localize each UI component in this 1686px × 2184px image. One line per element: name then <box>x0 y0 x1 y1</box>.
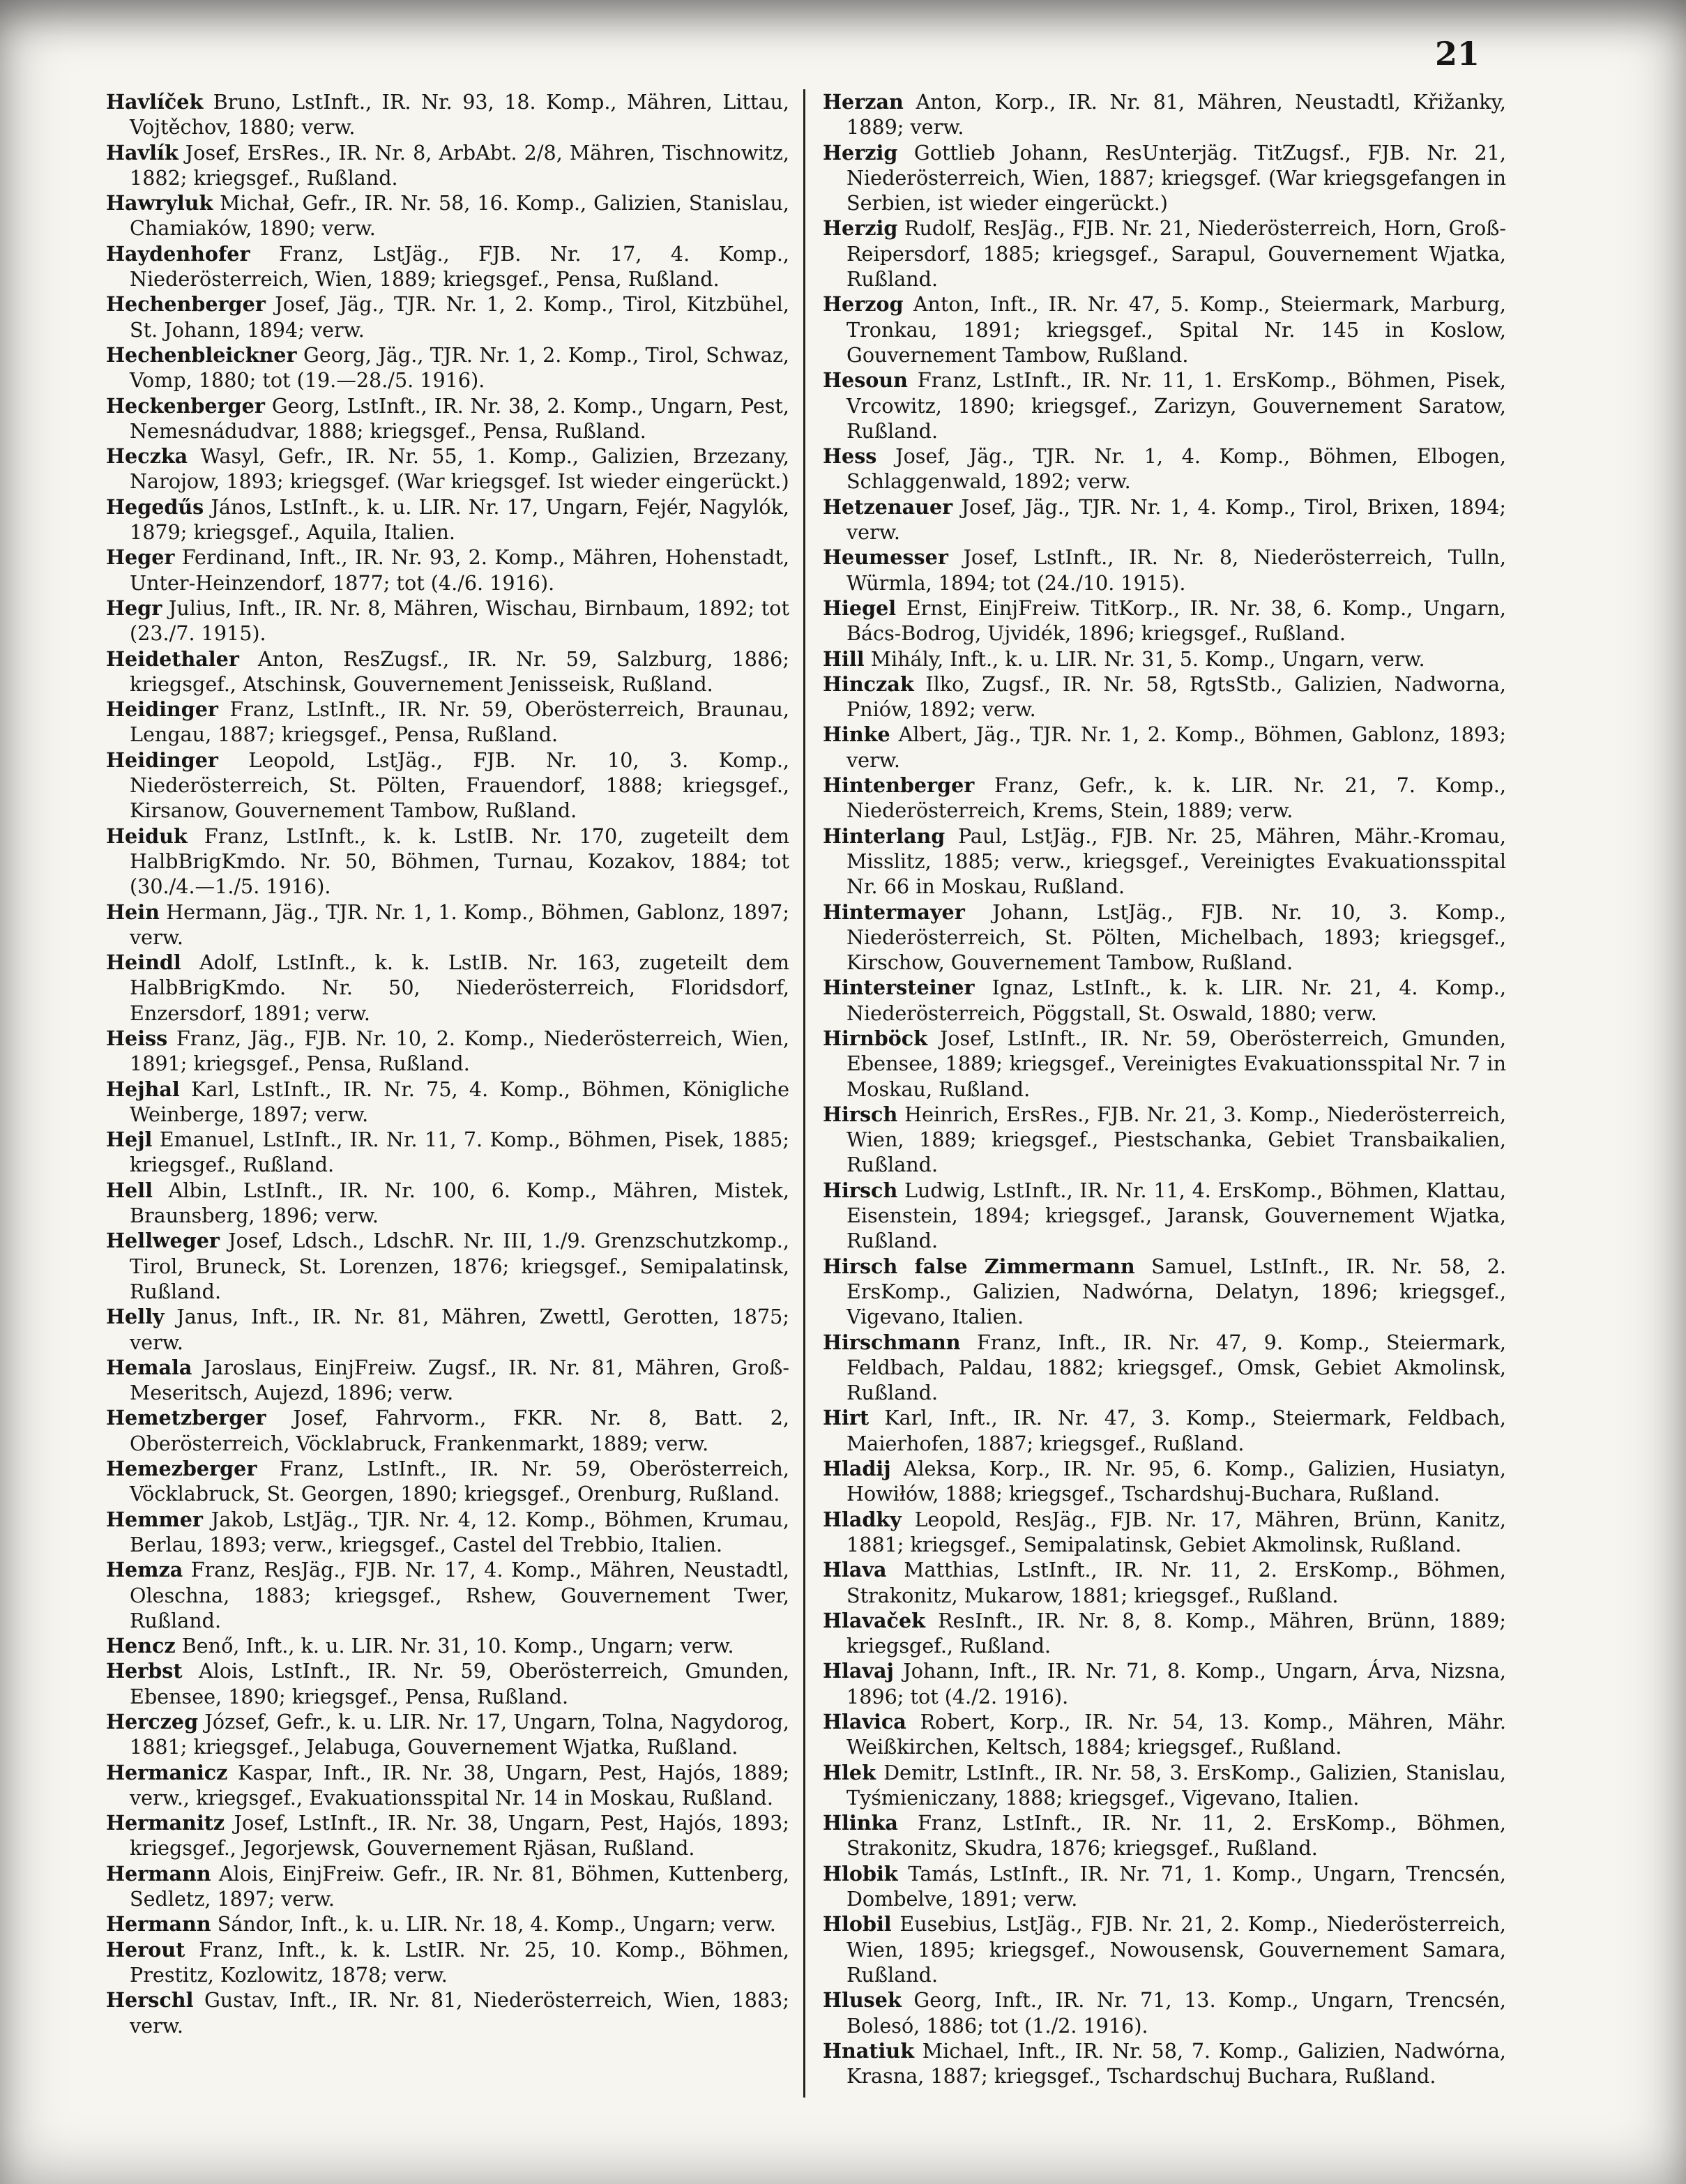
entry-details: Wasyl, Gefr., IR. Nr. 55, 1. Komp., Galizien, Brzezany, Narojow, 1893; kriegsgef. (War kriegsgef. Ist wieder eingerückt.) <box>130 444 789 494</box>
entry-details: Franz, LstInft., IR. Nr. 59, Oberösterreich, Vöcklabruck, St. Georgen, 1890; kriegsgef., Orenburg, Rußland. <box>130 1457 789 1506</box>
register-entry <box>106 190 789 241</box>
entry-surname: Hemala <box>106 1355 192 1379</box>
register-entry <box>106 1911 789 1936</box>
entry-surname: Heidinger <box>106 697 218 722</box>
entry-surname: Hladij <box>823 1457 891 1481</box>
register-entry <box>823 1254 1506 1330</box>
entry-surname: Hellweger <box>106 1229 220 1253</box>
register-entry <box>823 1987 1506 2038</box>
register-entry <box>823 443 1506 494</box>
register-entry <box>823 140 1506 216</box>
register-entry <box>823 1810 1506 1861</box>
register-entry <box>106 1658 789 1709</box>
register-entry <box>823 1507 1506 1558</box>
entry-surname: Hirsch <box>823 1178 898 1202</box>
register-entry <box>823 1026 1506 1102</box>
entry-details: Josef, LstInft., IR. Nr. 38, Ungarn, Pest, Hajós, 1893; kriegsgef., Jegorjewsk, Gouvernement Rjäsan, Rußland. <box>130 1811 789 1860</box>
register-entry <box>823 1456 1506 1507</box>
entry-details: Michał, Gefr., IR. Nr. 58, 16. Komp., Galizien, Stanislau, Chamiaków, 1890; verw. <box>130 191 789 241</box>
register-entry <box>106 393 789 444</box>
entry-details: Josef, Jäg., TJR. Nr. 1, 4. Komp., Tirol, Brixen, 1894; verw. <box>846 494 1506 545</box>
entry-surname: Hnatiuk <box>823 2038 915 2063</box>
entry-details: Georg, LstInft., IR. Nr. 38, 2. Komp., Ungarn, Pest, Nemesnádudvar, 1888; kriegsgef., Pensa, Rußland. <box>130 393 789 443</box>
entry-surname: Heiss <box>106 1026 168 1050</box>
entry-details: Jakob, LstJäg., TJR. Nr. 4, 12. Komp., Böhmen, Krumau, Berlau, 1893; verw., kriegsgef., Castel del Trebbio, Italien. <box>130 1507 789 1556</box>
entry-details: Franz, LstJäg., FJB. Nr. 17, 4. Komp., Niederösterreich, Wien, 1889; kriegsgef., Pensa, Rußland. <box>130 241 789 291</box>
entry-surname: Hess <box>823 444 877 469</box>
entry-details: Josef, LstInft., IR. Nr. 8, Niederösterreich, Tulln, Würmla, 1894; tot (24./10. 1915). <box>846 545 1506 595</box>
entry-details: Johann, LstJäg., FJB. Nr. 10, 3. Komp., Niederösterreich, St. Pölten, Michelbach, 1893; kriegsgef., Kirschow, Gouvernement Tambow, Rußland. <box>846 900 1506 975</box>
entry-surname: Heiduk <box>106 824 188 848</box>
entry-details: Alois, EinjFreiw. Gefr., IR. Nr. 81, Böhmen, Kuttenberg, Sedletz, 1897; verw. <box>130 1861 789 1911</box>
register-entry <box>106 494 789 545</box>
entry-surname: Heidinger <box>106 748 218 772</box>
entry-surname: Hiegel <box>823 596 897 620</box>
entry-details: Leopold, LstJäg., FJB. Nr. 10, 3. Komp., Niederösterreich, St. Pölten, Frauendorf, 1888; kriegsgef., Kirsanow, Gouvernement Tambow, Rußland. <box>130 748 789 823</box>
entry-surname: Havlíček <box>106 90 204 114</box>
register-entry <box>106 1987 789 2038</box>
entry-details: Tamás, LstInft., IR. Nr. 71, 1. Komp., Ungarn, Trencsén, Dombelve, 1891; verw. <box>846 1861 1506 1911</box>
register-entry <box>106 1456 789 1507</box>
entry-surname: Heindl <box>106 950 181 975</box>
entry-surname: Havlík <box>106 140 179 165</box>
entry-details: József, Gefr., k. u. LIR. Nr. 17, Ungarn, Tolna, Nagydorog, 1881; kriegsgef., Jelabuga, Gouvernement Wjatka, Rußland. <box>130 1710 789 1759</box>
entry-details: Sándor, Inft., k. u. LIR. Nr. 18, 4. Komp., Ungarn; verw. <box>211 1912 776 1936</box>
register-entry <box>106 596 789 646</box>
register-entry <box>823 1178 1506 1254</box>
entry-surname: Hermann <box>106 1912 211 1936</box>
register-entry <box>106 1633 789 1658</box>
right-column <box>823 89 1506 2088</box>
register-entry <box>823 1760 1506 1811</box>
entry-details: Ernst, EinjFreiw. TitKorp., IR. Nr. 38, 6. Komp., Ungarn, Bács-Bodrog, Ujvidék, 1896; kriegsgef., Rußland. <box>846 596 1506 646</box>
entry-surname: Hlavaček <box>823 1608 925 1632</box>
entry-details: Josef, ErsRes., IR. Nr. 8, ArbAbt. 2/8, Mähren, Tischnowitz, 1882; kriegsgef., Rußland. <box>130 140 789 190</box>
register-entry <box>823 1911 1506 1987</box>
register-entry <box>106 697 789 748</box>
entry-details: Albert, Jäg., TJR. Nr. 1, 2. Komp., Böhmen, Gablonz, 1893; verw. <box>846 722 1506 772</box>
entry-details: Franz, LstInft., k. k. LstIB. Nr. 170, zugeteilt dem HalbBrigKmdo. Nr. 50, Böhmen, Turnau, Kozakov, 1884; tot (30./4.—1./5. 1916). <box>130 824 789 899</box>
entry-surname: Hegedűs <box>106 494 204 519</box>
entry-details: Mihály, Inft., k. u. LIR. Nr. 31, 5. Komp., Ungarn, verw. <box>864 646 1425 671</box>
register-entry <box>823 1608 1506 1659</box>
entry-surname: Hlinka <box>823 1811 898 1835</box>
entry-details: Ferdinand, Inft., IR. Nr. 93, 2. Komp., Mähren, Hohenstadt, Unter-Heinzendorf, 1877; tot (4./6. 1916). <box>130 545 789 595</box>
left-column <box>106 89 789 2038</box>
register-entry <box>106 140 789 191</box>
entry-details: Johann, Inft., IR. Nr. 71, 8. Komp., Ungarn, Árva, Nizsna, 1896; tot (4./2. 1916). <box>846 1659 1506 1708</box>
entry-details: Franz, LstInft., IR. Nr. 59, Oberösterreich, Braunau, Lengau, 1887; kriegsgef., Pensa, Rußland. <box>130 697 789 747</box>
entry-details: Leopold, ResJäg., FJB. Nr. 17, Mähren, Brünn, Kanitz, 1881; kriegsgef., Semipalatinsk, Gebiet Akmolinsk, Rußland. <box>846 1507 1506 1556</box>
entry-details: Franz, ResJäg., FJB. Nr. 17, 4. Komp., Mähren, Neustadtl, Oleschna, 1883; kriegsgef., Rshew, Gouvernement Twer, Rußland. <box>130 1558 789 1632</box>
register-entry <box>823 646 1506 672</box>
register-entry <box>823 494 1506 545</box>
entry-details: Josef, LstInft., IR. Nr. 59, Oberösterreich, Gmunden, Ebensee, 1889; kriegsgef., Vereinigtes Evakuationsspital Nr. 7 in Moskau, Rußland. <box>846 1026 1506 1101</box>
entry-details: Josef, Fahrvorm., FKR. Nr. 8, Batt. 2, Oberösterreich, Vöcklabruck, Frankenmarkt, 1889; verw. <box>130 1406 789 1455</box>
entry-details: Adolf, LstInft., k. k. LstIB. Nr. 163, zugeteilt dem HalbBrigKmdo. Nr. 50, Niederösterreich, Floridsdorf, Enzersdorf, 1891; verw. <box>130 950 789 1025</box>
register-entry <box>106 1709 789 1760</box>
entry-details: Kaspar, Inft., IR. Nr. 38, Ungarn, Pest, Hajós, 1889; verw., kriegsgef., Evakuationsspital Nr. 14 in Moskau, Rußland. <box>130 1760 789 1810</box>
register-entry <box>106 545 789 596</box>
entry-details: Josef, Jäg., TJR. Nr. 1, 2. Komp., Tirol, Kitzbühel, St. Johann, 1894; verw. <box>130 292 789 342</box>
entry-surname: Hermann <box>106 1861 211 1886</box>
entry-surname: Hemetzberger <box>106 1406 266 1430</box>
register-entry <box>106 1304 789 1355</box>
register-entry <box>106 1228 789 1304</box>
page-number: 21 <box>1435 35 1480 73</box>
entry-surname: Hinterlang <box>823 824 945 848</box>
entry-details: Ludwig, LstInft., IR. Nr. 11, 4. ErsKomp., Böhmen, Klattau, Eisenstein, 1894; kriegsgef., Jaransk, Gouvernement Wjatka, Rußland. <box>846 1178 1506 1253</box>
entry-details: Franz, Gefr., k. k. LIR. Nr. 21, 7. Komp., Niederösterreich, Krems, Stein, 1889; verw. <box>846 773 1506 823</box>
register-entry <box>823 824 1506 900</box>
register-entry <box>106 1355 789 1406</box>
entry-surname: Hawryluk <box>106 191 213 215</box>
register-entry <box>823 1861 1506 1912</box>
register-entry <box>106 1760 789 1811</box>
entry-surname: Hintermayer <box>823 900 965 924</box>
register-entry <box>106 646 789 697</box>
register-entry <box>823 773 1506 824</box>
entry-details: Jaroslaus, EinjFreiw. Zugsf., IR. Nr. 81, Mähren, Groß-Meseritsch, Aujezd, 1896; verw. <box>130 1355 789 1405</box>
entry-surname: Hermanitz <box>106 1811 225 1835</box>
entry-surname: Hirsch false Zimmermann <box>823 1254 1135 1278</box>
register-entry <box>106 443 789 494</box>
entry-surname: Heczka <box>106 444 188 469</box>
entry-details: János, LstInft., k. u. LIR. Nr. 17, Ungarn, Fejér, Nagylók, 1879; kriegsgef., Aquila, Italien. <box>130 494 789 545</box>
entry-surname: Hlava <box>823 1558 887 1582</box>
entry-surname: Hemza <box>106 1558 183 1582</box>
entry-details: Josef, Jäg., TJR. Nr. 1, 4. Komp., Böhmen, Elbogen, Schlaggenwald, 1892; verw. <box>846 444 1506 494</box>
entry-surname: Herbst <box>106 1659 183 1683</box>
entry-surname: Hejl <box>106 1128 153 1152</box>
entry-surname: Hechenberger <box>106 292 266 317</box>
register-entry <box>106 241 789 292</box>
register-entry <box>823 1557 1506 1608</box>
register-entry <box>106 89 789 140</box>
entry-surname: Hegr <box>106 596 162 620</box>
entry-surname: Herczeg <box>106 1710 199 1734</box>
entry-surname: Herschl <box>106 1988 194 2012</box>
entry-surname: Heckenberger <box>106 393 265 418</box>
register-entry <box>823 672 1506 722</box>
register-entry <box>823 1330 1506 1406</box>
entry-details: Ignaz, LstInft., k. k. LIR. Nr. 21, 4. Komp., Niederösterreich, Pöggstall, St. Oswald, 1880; verw. <box>846 976 1506 1025</box>
entry-surname: Helly <box>106 1305 165 1329</box>
register-entry <box>106 950 789 1026</box>
register-entry <box>106 1405 789 1456</box>
register-entry <box>823 900 1506 976</box>
register-entry <box>106 1127 789 1178</box>
entry-surname: Hintenberger <box>823 773 975 798</box>
entry-details: Alois, LstInft., IR. Nr. 59, Oberösterreich, Gmunden, Ebensee, 1890; kriegsgef., Pensa, Rußland. <box>130 1659 789 1708</box>
entry-surname: Heidethaler <box>106 646 239 671</box>
register-entry <box>823 215 1506 291</box>
entry-surname: Hemmer <box>106 1507 203 1531</box>
entry-details: Georg, Inft., IR. Nr. 71, 13. Komp., Ungarn, Trencsén, Bolesó, 1886; tot (1./2. 1916). <box>846 1988 1506 2038</box>
entry-surname: Hirt <box>823 1406 869 1430</box>
entry-details: Eusebius, LstJäg., FJB. Nr. 21, 2. Komp., Niederösterreich, Wien, 1895; kriegsgef., Nowousensk, Gouvernement Samara, Rußland. <box>846 1912 1506 1987</box>
register-entry <box>823 291 1506 367</box>
register-entry <box>823 1102 1506 1178</box>
entry-surname: Hesoun <box>823 368 908 393</box>
register-entry <box>106 1178 789 1229</box>
entry-details: Anton, Korp., IR. Nr. 81, Mähren, Neustadtl, Křižanky, 1889; verw. <box>846 90 1506 139</box>
entry-surname: Hetzenauer <box>823 494 953 519</box>
entry-surname: Hell <box>106 1178 153 1202</box>
entry-surname: Hlavaj <box>823 1659 894 1683</box>
register-entry <box>106 824 789 900</box>
entry-details: Franz, Jäg., FJB. Nr. 10, 2. Komp., Niederösterreich, Wien, 1891; kriegsgef., Pensa, Rußland. <box>130 1026 789 1076</box>
entry-details: Josef, Ldsch., LdschR. Nr. III, 1./9. Grenzschutzkomp., Tirol, Bruneck, St. Lorenzen, 1876; kriegsgef., Semipalatinsk, Rußland. <box>130 1229 789 1303</box>
register-entry <box>823 367 1506 443</box>
entry-details: Michael, Inft., IR. Nr. 58, 7. Komp., Galizien, Nadwórna, Krasna, 1887; kriegsgef., Tschardschuj Buchara, Rußland. <box>846 2038 1506 2088</box>
entry-surname: Haydenhofer <box>106 241 250 266</box>
entry-details: Karl, LstInft., IR. Nr. 75, 4. Komp., Böhmen, Königliche Weinberge, 1897; verw. <box>130 1077 789 1126</box>
entry-details: Franz, LstInft., IR. Nr. 11, 1. ErsKomp., Böhmen, Pisek, Vrcowitz, 1890; kriegsgef., Zarizyn, Gouvernement Saratow, Rußland. <box>846 368 1506 443</box>
entry-details: Anton, ResZugsf., IR. Nr. 59, Salzburg, 1886; kriegsgef., Atschinsk, Gouvernement Jenisseisk, Rußland. <box>130 646 789 696</box>
entry-details: Franz, Inft., IR. Nr. 47, 9. Komp., Steiermark, Feldbach, Paldau, 1882; kriegsgef., Omsk, Gebiet Akmolinsk, Rußland. <box>846 1330 1506 1405</box>
entry-surname: Hechenbleickner <box>106 342 297 367</box>
entry-details: Aleksa, Korp., IR. Nr. 95, 6. Komp., Galizien, Husiatyn, Howiłów, 1888; kriegsgef., Tschardshuj-Buchara, Rußland. <box>846 1457 1506 1506</box>
entry-details: Paul, LstJäg., FJB. Nr. 25, Mähren, Mähr.-Kromau, Misslitz, 1885; verw., kriegsgef., Vereinigtes Evakuationsspital Nr. 66 in Moskau, Rußland. <box>846 824 1506 899</box>
entry-details: Georg, Jäg., TJR. Nr. 1, 2. Komp., Tirol, Schwaz, Vomp, 1880; tot (19.—28./5. 1916). <box>130 342 789 393</box>
entry-surname: Hintersteiner <box>823 976 975 1000</box>
entry-details: Matthias, LstInft., IR. Nr. 11, 2. ErsKomp., Böhmen, Strakonitz, Mukarow, 1881; kriegsgef., Rußland. <box>846 1558 1506 1607</box>
entry-details: Heinrich, ErsRes., FJB. Nr. 21, 3. Komp., Niederösterreich, Wien, 1889; kriegsgef., Piestschanka, Gebiet Transbaikalien, Rußland. <box>846 1102 1506 1177</box>
entry-surname: Hill <box>823 646 865 671</box>
entry-surname: Herzig <box>823 140 898 165</box>
entry-surname: Herout <box>106 1937 185 1962</box>
entry-surname: Hinczak <box>823 672 914 696</box>
entry-details: Bruno, LstInft., IR. Nr. 93, 18. Komp., Mähren, Littau, Vojtěchov, 1880; verw. <box>130 90 789 139</box>
register-entry <box>823 596 1506 646</box>
entry-details: Franz, Inft., k. k. LstIR. Nr. 25, 10. Komp., Böhmen, Prestitz, Kozlowitz, 1878; verw. <box>130 1937 789 1987</box>
register-entry <box>106 1026 789 1077</box>
register-entry <box>106 1810 789 1861</box>
entry-surname: Heger <box>106 545 175 570</box>
entry-surname: Hlusek <box>823 1988 902 2012</box>
entry-details: Rudolf, ResJäg., FJB. Nr. 21, Niederösterreich, Horn, Groß-Reipersdorf, 1885; kriegsgef., Sarapul, Gouvernement Wjatka, Rußland. <box>846 216 1506 291</box>
entry-details: Hermann, Jäg., TJR. Nr. 1, 1. Komp., Böhmen, Gablonz, 1897; verw. <box>130 900 789 949</box>
entry-details: Emanuel, LstInft., IR. Nr. 11, 7. Komp., Böhmen, Pisek, 1885; kriegsgef., Rußland. <box>130 1128 789 1177</box>
entry-details: Benő, Inft., k. u. LIR. Nr. 31, 10. Komp., Ungarn; verw. <box>175 1634 734 1658</box>
register-entry <box>106 342 789 393</box>
entry-surname: Herzig <box>823 216 898 241</box>
entry-surname: Herzan <box>823 90 904 114</box>
entry-surname: Hlobik <box>823 1861 898 1886</box>
register-entry <box>823 545 1506 596</box>
entry-details: Gustav, Inft., IR. Nr. 81, Niederösterreich, Wien, 1883; verw. <box>130 1988 789 2038</box>
register-entry <box>106 1937 789 1988</box>
entry-surname: Hirschmann <box>823 1330 961 1354</box>
entry-surname: Hlavica <box>823 1710 906 1734</box>
entry-details: Franz, LstInft., IR. Nr. 11, 2. ErsKomp., Böhmen, Strakonitz, Skudra, 1876; kriegsgef., Rußland. <box>846 1811 1506 1860</box>
entry-details: Demitr, LstInft., IR. Nr. 58, 3. ErsKomp., Galizien, Stanislau, Tyśmieniczany, 1888; kriegsgef., Vigevano, Italien. <box>846 1760 1506 1810</box>
column-divider <box>803 89 805 2098</box>
entry-surname: Hein <box>106 900 160 924</box>
register-entry <box>823 1658 1506 1709</box>
entry-details: Samuel, LstInft., IR. Nr. 58, 2. ErsKomp., Galizien, Nadwórna, Delatyn, 1896; kriegsgef., Vigevano, Italien. <box>846 1254 1507 1329</box>
entry-details: Janus, Inft., IR. Nr. 81, Mähren, Zwettl, Gerotten, 1875; verw. <box>130 1305 789 1354</box>
entry-details: Ilko, Zugsf., IR. Nr. 58, RgtsStb., Galizien, Nadworna, Pniów, 1892; verw. <box>846 672 1506 722</box>
register-entry <box>823 975 1506 1026</box>
entry-details: Karl, Inft., IR. Nr. 47, 3. Komp., Steiermark, Feldbach, Maierhofen, 1887; kriegsgef., Rußland. <box>846 1406 1506 1455</box>
entry-details: Gottlieb Johann, ResUnterjäg. TitZugsf., FJB. Nr. 21, Niederösterreich, Wien, 1887; kriegsgef. (War kriegsgefangen in Serbien, ist wieder eingerückt.) <box>846 140 1506 215</box>
register-entry <box>106 748 789 824</box>
register-entry <box>106 291 789 342</box>
entry-surname: Hladky <box>823 1507 902 1531</box>
register-entry <box>823 2038 1506 2089</box>
register-entry <box>823 1709 1506 1760</box>
entry-surname: Hlobil <box>823 1912 892 1936</box>
entry-surname: Hemezberger <box>106 1457 257 1481</box>
entry-details: Anton, Inft., IR. Nr. 47, 5. Komp., Steiermark, Marburg, Tronkau, 1891; kriegsgef., Spital Nr. 145 in Koslow, Gouvernement Tambow, Rußland. <box>846 292 1506 367</box>
entry-surname: Herzog <box>823 292 904 317</box>
register-entry <box>106 1557 789 1633</box>
register-entry <box>823 722 1506 773</box>
entry-surname: Hirnböck <box>823 1026 928 1050</box>
entry-details: Robert, Korp., IR. Nr. 54, 13. Komp., Mähren, Mähr. Weißkirchen, Keltsch, 1884; kriegsgef., Rußland. <box>846 1710 1506 1759</box>
register-entry <box>106 900 789 950</box>
entry-details: Julius, Inft., IR. Nr. 8, Mähren, Wischau, Birnbaum, 1892; tot (23./7. 1915). <box>130 596 789 646</box>
register-entry <box>106 1861 789 1912</box>
register-entry <box>106 1077 789 1128</box>
entry-surname: Hermanicz <box>106 1760 228 1784</box>
entry-surname: Hlek <box>823 1760 876 1784</box>
entry-surname: Heumesser <box>823 545 948 570</box>
register-entry <box>823 1405 1506 1456</box>
entry-details: ResInft., IR. Nr. 8, 8. Komp., Mähren, Brünn, 1889; kriegsgef., Rußland. <box>846 1608 1506 1658</box>
register-entry <box>106 1507 789 1558</box>
register-entry <box>823 89 1506 140</box>
entry-surname: Hinke <box>823 722 890 747</box>
entry-surname: Hencz <box>106 1634 176 1658</box>
entry-surname: Hirsch <box>823 1102 898 1126</box>
entry-details: Albin, LstInft., IR. Nr. 100, 6. Komp., Mähren, Mistek, Braunsberg, 1896; verw. <box>130 1178 789 1228</box>
entry-surname: Hejhal <box>106 1077 180 1101</box>
